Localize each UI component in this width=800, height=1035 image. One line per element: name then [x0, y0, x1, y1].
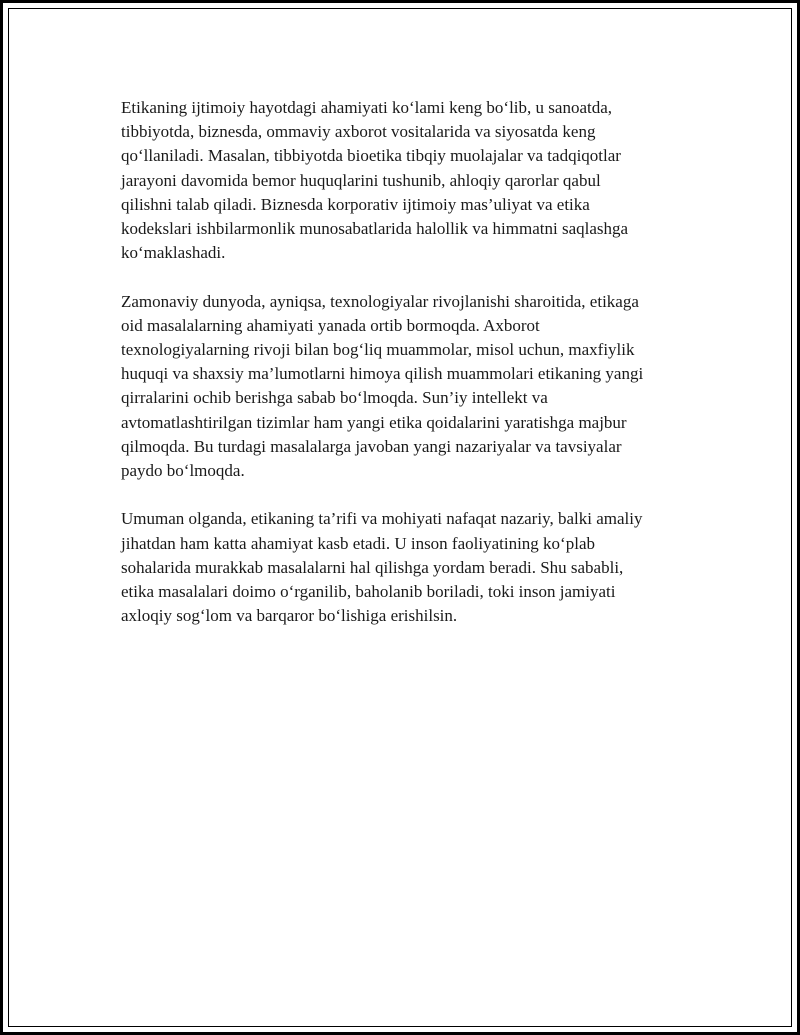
paragraph: Zamonaviy dunyoda, ayniqsa, texnologiyalar rivojlanishi sharoitida, etikaga oid masalalarning ahamiyati yanada ortib bormoqda. Axborot texnologiyalarning rivoji bilan bog‘liq muammolar, misol uchun, maxfiylik huquqi va shaxsiy ma’lumotlarni himoya qilish muammolari etikaning yangi qirralarini ochib berishga sabab bo‘lmoqda. Sun’iy intellekt va avtomatlashtirilgan tizimlar ham yangi etika qoidalarini yaratishga majbur qilmoqda. Bu turdagi masalalarga javoban yangi nazariyalar va tavsiyalar paydo bo‘lmoqda. [121, 291, 644, 481]
paragraph: Etikaning ijtimoiy hayotdagi ahamiyati ko‘lami keng bo‘lib, u sanoatda, tibbiyotda, biznesda, ommaviy axborot vositalarida va siyosatda keng qo‘llaniladi. Masalan, tibbiyotda bioetika tibqiy muolajalar va tadqiqotlar jarayoni davomida bemor huquqlarini tushunib, ahloqiy qarorlar qabul qilishni talab qiladi. Biznesda korporativ ijtimoiy mas’uliyat va etika kodekslari ishbilarmonlik munosabatlarida halollik va himmatni saqlashga ko‘maklashadi. [121, 98, 629, 263]
paragraph: Umuman olganda, etikaning ta’rifi va mohiyati nafaqat nazariy, balki amaliy jihatdan ham katta ahamiyat kasb etadi. U inson faoliyatining ko‘plab sohalarida murakkab masalalarni hal qilishga yordam beradi. Shu sababli, etika masalalari doimo o‘rganilib, baholanib boriladi, toki inson jamiyati axloqiy sog‘lom va barqaror bo‘lishiga erishilsin. [121, 509, 643, 626]
document-body [121, 96, 701, 653]
